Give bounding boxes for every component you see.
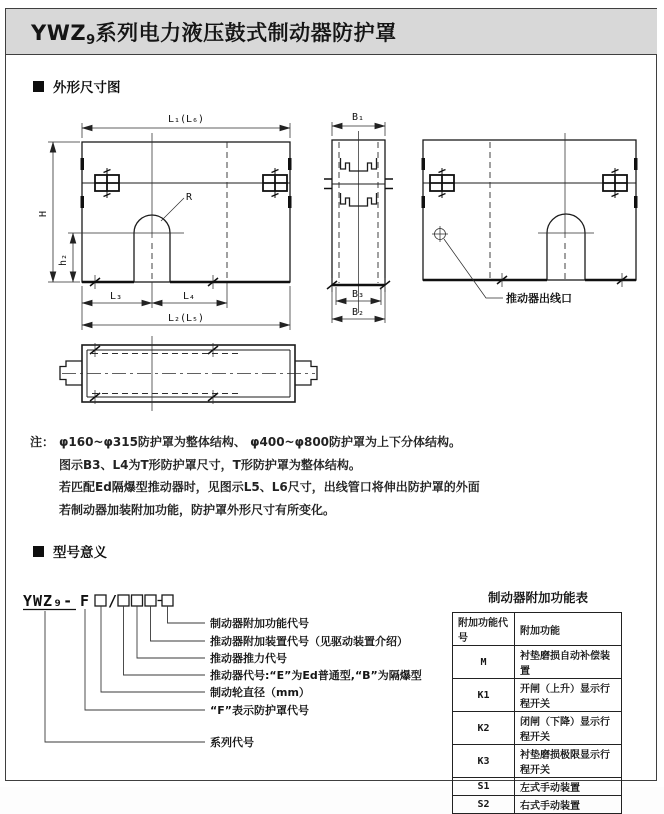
clamp-icon — [95, 168, 119, 198]
dim-label-b3: B₃ — [351, 289, 365, 300]
table-header-row — [453, 613, 622, 646]
dim-label-b1: B₁ — [351, 112, 365, 123]
clamp-icon — [430, 168, 454, 198]
dim-label-l1: L₁(L₆) — [167, 114, 205, 125]
dim-label-r: R — [186, 192, 193, 203]
clamp-icon — [603, 168, 627, 198]
model-label: 制动轮直径（mm） — [210, 686, 310, 699]
table-row — [453, 745, 622, 778]
dim-label-b2: B₂ — [351, 307, 365, 318]
function-table-title: 制动器附加功能表 — [487, 590, 588, 605]
dim-label-l3: L₃ — [109, 291, 123, 302]
cell-code: S2 — [453, 796, 515, 814]
cell-code: S1 — [453, 778, 515, 796]
note-line: φ160~φ315防护罩为整体结构、 φ400~φ800防护罩为上下分体结构。 — [59, 435, 462, 449]
cell-function: 衬垫磨损极限显示行程开关 — [515, 745, 622, 778]
cell-code: K2 — [453, 712, 515, 745]
dimension-drawing — [30, 95, 655, 440]
cell-function: 衬垫磨损自动补偿装置 — [515, 646, 622, 679]
model-slash: / — [108, 592, 119, 610]
outlet-port-symbol — [432, 226, 448, 242]
model-box — [162, 595, 173, 606]
side-view — [324, 112, 393, 323]
table-row — [453, 796, 622, 814]
table-row — [453, 646, 622, 679]
section-bullet-icon — [33, 546, 44, 557]
cell-code: K3 — [453, 745, 515, 778]
outlet-label: 推动器出线口 — [506, 292, 572, 305]
notes-prefix: 注： — [30, 435, 55, 449]
cell-code: K1 — [453, 679, 515, 712]
clamp-icon — [263, 168, 287, 198]
title-bar — [6, 9, 657, 55]
right-handle — [295, 361, 317, 385]
cell-function: 右式手动装置 — [515, 796, 622, 814]
table-row — [453, 712, 622, 745]
dim-label-h: H — [38, 210, 49, 218]
table-row — [453, 679, 622, 712]
left-handle — [60, 361, 82, 385]
model-label: 推动器附加装置代号（见驱动装置介绍） — [210, 635, 408, 648]
model-series-code: YWZ₉- — [23, 592, 74, 610]
dim-label-h2: h₂ — [58, 253, 69, 267]
section-heading-label: 外形尺寸图 — [53, 80, 121, 96]
model-box — [118, 595, 129, 606]
section-heading-dimensions — [33, 76, 121, 96]
function-table-section — [452, 588, 624, 814]
section-heading-label: 型号意义 — [53, 545, 107, 561]
rear-view — [422, 133, 638, 305]
title-subscript: 9 — [86, 32, 96, 48]
model-label: 推动器代号:“E”为Ed普通型,“B”为隔爆型 — [210, 669, 422, 682]
model-f-code: F — [80, 592, 91, 610]
front-view — [38, 114, 292, 330]
cell-function: 左式手动装置 — [515, 778, 622, 796]
cell-function: 闭闸（下降）显示行程开关 — [515, 712, 622, 745]
note-line: 图示B3、L4为T形防护罩尺寸，T形防护罩为整体结构。 — [59, 457, 361, 472]
table-row — [453, 778, 622, 796]
model-label: 系列代号 — [210, 736, 254, 749]
model-box — [145, 595, 156, 606]
section-heading-model — [33, 541, 107, 561]
model-label: “F”表示防护罩代号 — [210, 704, 309, 717]
col-header-function: 附加功能 — [515, 613, 622, 646]
model-label: 推动器推力代号 — [210, 652, 287, 665]
note-line: 若制动器加装附加功能，防护罩外形尺寸有所变化。 — [59, 502, 336, 517]
page-title: YWZ9系列电力液压鼓式制动器防护罩 — [31, 20, 397, 48]
dim-label-l4: L₄ — [182, 291, 196, 302]
top-view — [60, 336, 317, 411]
cell-function: 开闸（上升）显示行程开关 — [515, 679, 622, 712]
model-box — [95, 595, 106, 606]
model-label: 制动器附加功能代号 — [210, 617, 309, 630]
model-designation-diagram — [15, 585, 455, 760]
model-box — [132, 595, 143, 606]
section-bullet-icon — [33, 81, 44, 92]
function-table — [452, 612, 622, 814]
note-line: 若匹配Ed隔爆型推动器时，见图示L5、L6尺寸，出线管口将伸出防护罩的外面 — [59, 480, 480, 494]
col-header-code: 附加功能代号 — [453, 613, 515, 646]
dim-label-l2: L₂(L₅) — [167, 313, 205, 324]
cell-code: M — [453, 646, 515, 679]
notes-block — [30, 431, 480, 521]
